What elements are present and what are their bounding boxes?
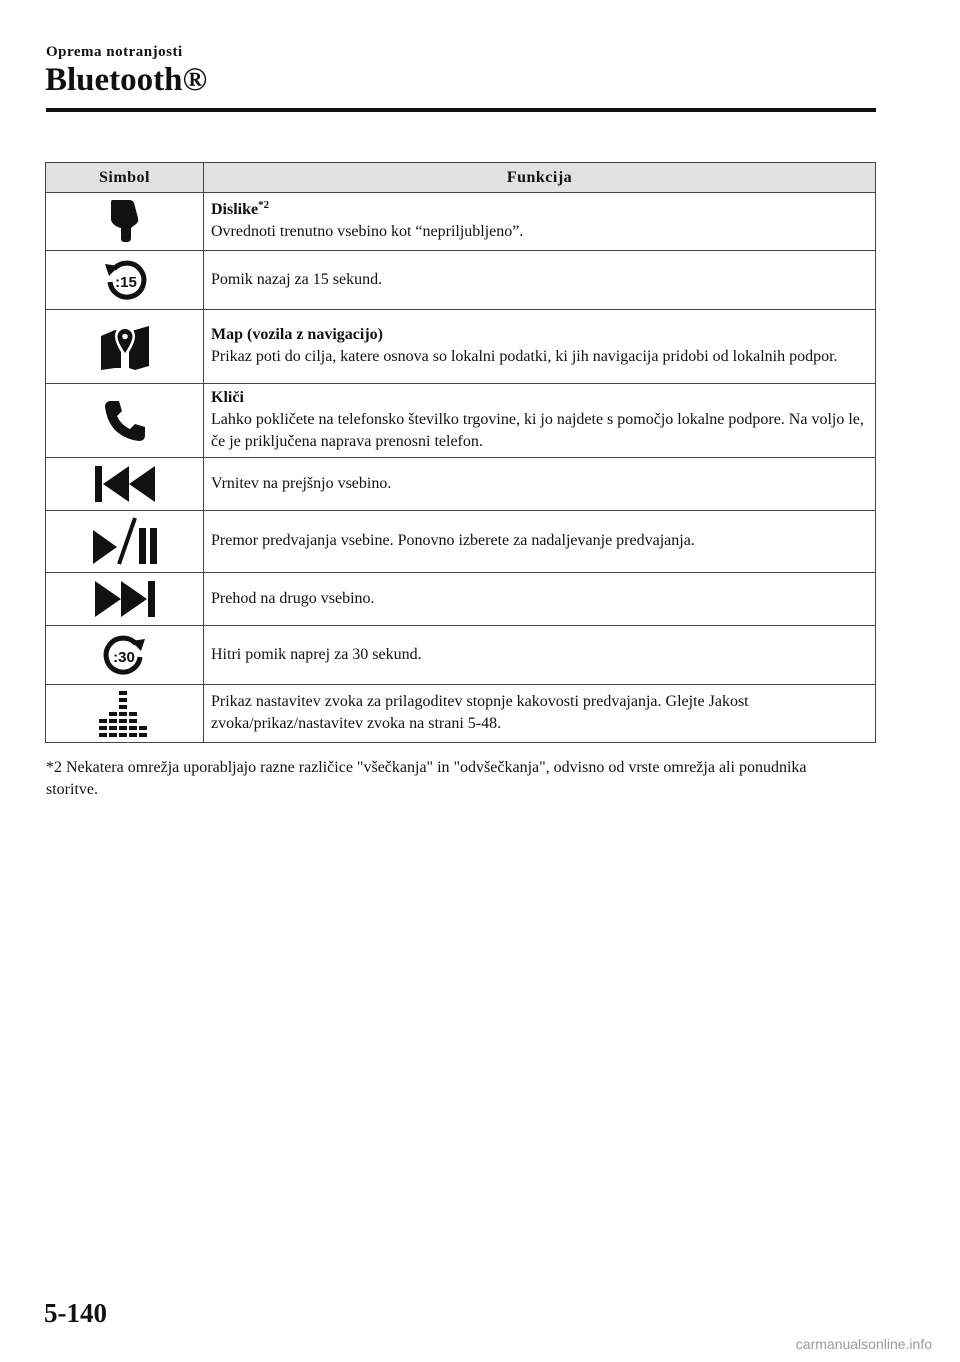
table-row [46,573,876,626]
title-rule [46,108,876,112]
function-description: Vrnitev na prejšnjo vsebino. [211,474,392,492]
function-description: Pomik nazaj za 15 sekund. [211,270,383,288]
header-function: Funkcija [204,163,876,193]
footnote: *2 Nekatera omrežja uporabljajo razne različice "všečkanja" in "odvšečkanja", odvisno od vrste omrežja ali ponudnika storitve. [46,759,807,798]
symbol-table [45,162,876,743]
function-description: Prikaz poti do cilja, katere osnova so lokalni podatki, ki jih navigacija pridobi od lokalnih podpor. [211,348,838,365]
skip-next-icon [93,579,157,619]
thumbs-down-icon [105,198,145,246]
table-row [46,685,876,743]
function-description: Prikaz nastavitev zvoka za prilagoditev stopnje kakovosti predvajanja. Glejte Jakost zvoka/prikaz/nastavitev zvoka na strani 5-48. [211,693,749,732]
page-title: Bluetooth® [45,62,208,98]
forward-30-icon [101,631,149,679]
map-pin-icon [99,322,151,372]
function-description: Hitri pomik naprej za 30 sekund. [211,645,422,663]
skip-previous-icon [93,464,157,504]
table-row [46,626,876,685]
svg-text::30: :30 [112,649,135,666]
watermark: carmanualsonline.info [795,1336,932,1352]
table-row [46,384,876,458]
function-title: Dislike$^{*2}$ [211,199,270,218]
table-row [46,193,876,251]
play-pause-icon [91,516,159,568]
header-symbol: Simbol [46,163,204,193]
table-row [46,251,876,310]
table-row [46,511,876,573]
table-row [46,310,876,384]
equalizer-icon [98,691,152,737]
function-description: Premor predvajanja vsebine. Ponovno izberete za nadaljevanje predvajanja. [211,532,695,549]
replay-15-icon [101,256,149,304]
table-row [46,458,876,511]
table-header-row [46,163,876,193]
function-description: Prehod na drugo vsebino. [211,589,375,607]
function-title: Kliči [211,389,244,406]
svg-text::15: :15 [114,274,137,291]
section-label: Oprema notranjosti [46,44,183,60]
function-title: Map (vozila z navigacijo) [211,326,383,343]
function-description: Ovrednoti trenutno vsebino kot “nepriljubljeno”. [211,223,524,240]
phone-icon [103,399,147,443]
page-number: 5-140 [44,1298,107,1328]
function-description: Lahko pokličete na telefonsko številko trgovine, ki jo najdete s pomočjo lokalne podpore. Na voljo le, če je priključena naprava prenosni telefon. [211,411,864,450]
